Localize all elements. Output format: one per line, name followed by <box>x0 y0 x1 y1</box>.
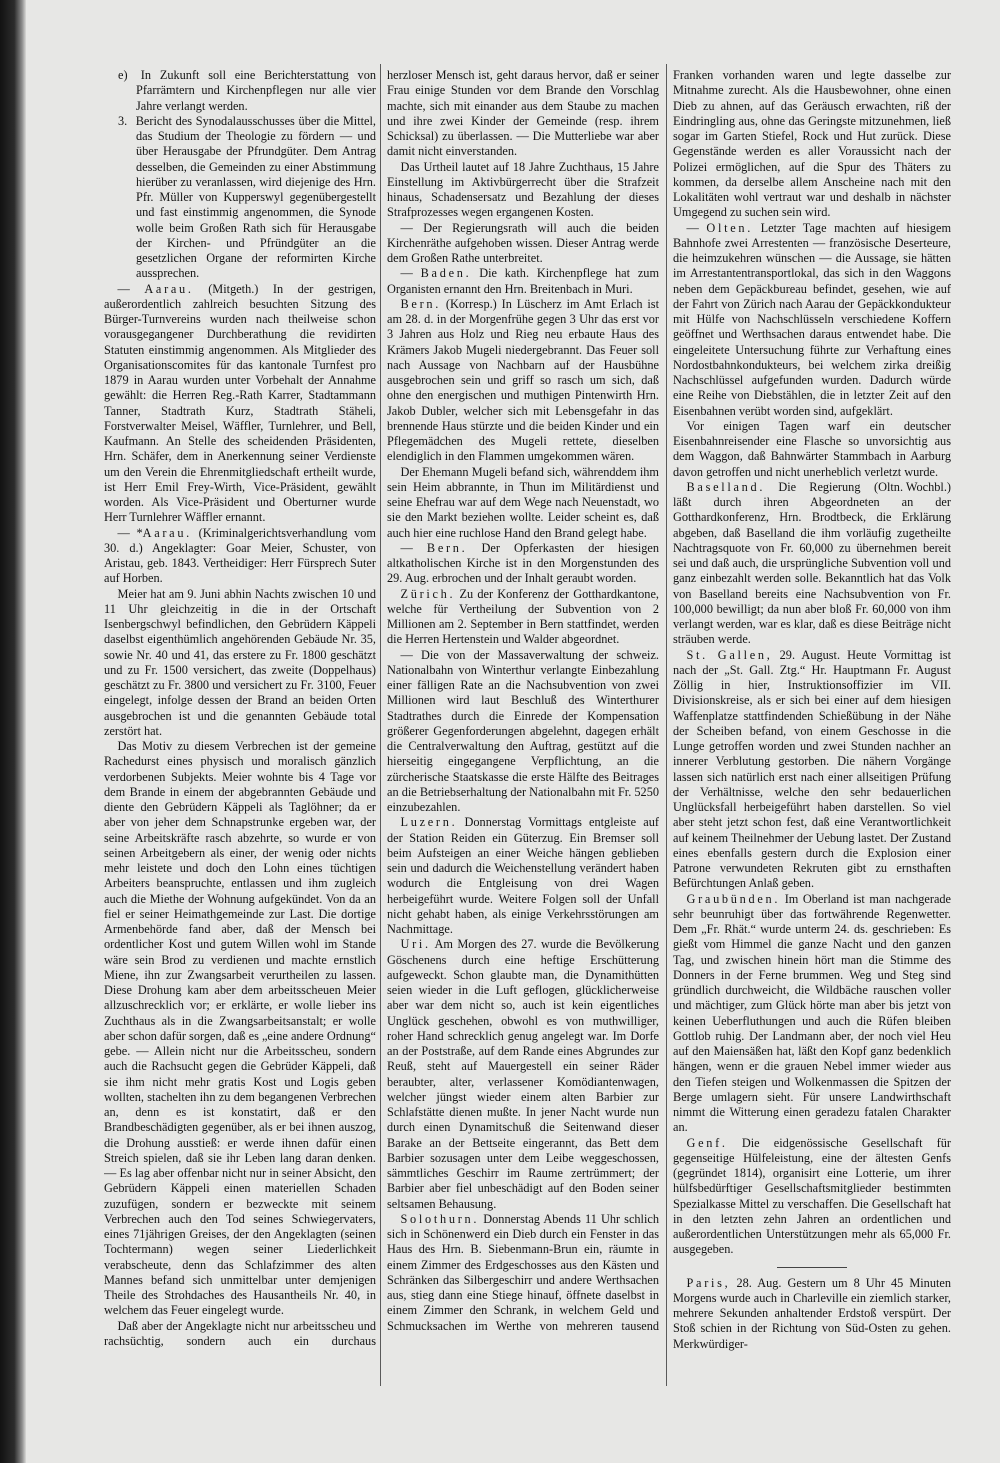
dateline: Luzern. <box>400 815 458 830</box>
paragraph-text: — Die von der Massaverwaltung der schweiz. Nationalbahn von Winterthur verlangte Einbezahlung einer fälligen Rate an die Nachsubvention von zwei Millionen wird laut Beschluß des Winterthurer Stadtrathes durch die Einrede der Kompensation größerer Gegenforderungen abgelehnt, dagegen erhält die Centralverwaltung den Auftrag, gestützt auf die hierseitig eingegangene Verpflichtung, an die zürcherische Staatskasse die erste Hälfte des Beitrages an die Betriebserhaltung der Nationalbahn mit Fr. 5250 einzubezahlen. <box>387 647 659 814</box>
paragraph-text: Der Ehemann Mugeli befand sich, währenddem ihm sein Heim abbrannte, in Thun im Militärdienst und seine Ehefrau war auf dem Wege nach Neuenstadt, wo sie den Markt beziehen wollte. Leider scheint es, daß auch hier eine ruchlose Hand den Brand gelegt habe. <box>387 464 659 540</box>
paragraph-text: Im Oberland ist man nachgerade sehr beunruhigt über das fortwährende Regenwetter. Dem „Fr. Rhät.“ wurde unterm 24. ds. geschrieben: Es gießt vom Himmel die ganze Nacht und den ganzen Tag, und zwischen hinein hört man die Stimme des Donners in der Ferne brummen. Weg und Steg sind gründlich durchweicht, die Wildbäche rauschen voller und mächtiger, zum Glück hörte man aber bis jetzt von keinen Ueberfluthungen und auch die Rüfen bleiben Gottlob ruhig. Der Landmann aber, der noch viel Heu auf den Maiensäßen hat, läßt den Kopf ganz bedenklich hängen, wenn er die grauen Nebel immer wieder aus den Tiefen steigen und Wolkenmassen die Spitzen der Berge umlagern sieht. Für unsere Landwirthschaft nimmt die Witterung einen geradezu fatalen Charakter an. <box>673 891 951 1135</box>
article-paragraph <box>104 1319 376 1350</box>
article-paragraph <box>387 465 659 541</box>
paragraph-text: Donnerstag Vormittags entgleiste auf der Station Reiden ein Güterzug. Ein Bremser soll beim Aufsteigen an einer Weiche hängen geblieben sein und dadurch die Weichenstellung verändert haben wodurch die Entgleisung von drei Wagen herbeigeführt wurde. Weitere Folgen soll der Unfall nicht gehabt haben, als einige Verkehrsstörungen am Nachmittage. <box>387 815 659 936</box>
section-rule <box>777 1267 847 1268</box>
article-paragraph <box>673 221 951 419</box>
paragraph-text: Die kath. Kirchenpflege hat zum Organisten ernannt den Hrn. Breitenbach in Muri. <box>387 266 659 296</box>
dateline: Aarau. <box>142 525 192 540</box>
paragraph-text: Das Motiv zu diesem Verbrechen ist der gemeine Rachedurst eines physisch und moralisch gänzlich verdorbenen Subjekts. Meier wohnte bis 4 Tage vor dem Brande in einem der abgebrannten Gebäude und diente den Gebrüdern Käppeli als Taglöhner; da er aber von jeher dem Schnapstrunke ergeben war, der seine Arbeitskräfte rasch abzehrte, so wurde er von seinen Arbeitgebern als einer, der wenig oder nichts mehr leistete und doch den Lohn eines tüchtigen Arbeiters beanspruchte, entlassen und ihm zugleich auch die Miethe der Wohnung aufgekündet. Von da an fiel er seiner Heimathgemeinde zur Last. Die dortige Armenbehörde fand aber, daß der Mensch bei ordentlicher Kost und gutem Willen wohl im Stande wäre sein Brod zu verdienen und machte ernstlich Miene, ihn zur Zwangsarbeit verurtheilen zu lassen. Diese Drohung kam aber dem arbeitsscheuen Meier allzuschrecklich vor; er erklärte, er wolle lieber ins Zuchthaus als in die Zwangsarbeitsanstalt; er wolle aber schon dafür sorgen, daß es „eine andere Ordnung“ gebe. — Allein nicht nur die Arbeitsscheu, sondern auch die Rachsucht gegen die Gebrüder Käppeli, daß sie ihm nicht mehr gratis Kost und Logis geben wollten, stachelten ihn zu dem begangenen Verbrechen an, denn es ist konstatirt, daß er den Brandbeschädigten gegenüber, als er bei ihnen auszog, die Drohung ausstieß: er werde ihnen dafür einen Streich spielen, daß sie ihr Leben lang daran denken. — Es lag aber offenbar nicht nur in seiner Absicht, den Gebrüdern Käppeli einen materiellen Schaden zuzufügen, sondern er bezweckte mit seinem Verbrechen auch den Tod seines Schwiegervaters, eines 71jährigen Greises, der den Angeklagten (seinen Tochtermann) wegen seiner Liederlichkeit verabscheute, denn das Schlafzimmer des alten Mannes befand sich unmittelbar unter demjenigen Theile des Strohdaches des Hausantheils Nr. 40, in welchem das Feuer eingelegt wurde. <box>104 739 376 1318</box>
scan-edge <box>0 0 26 1463</box>
article-paragraph <box>104 587 376 740</box>
article-paragraph <box>387 160 659 221</box>
dash-prefix: — <box>686 220 699 235</box>
dateline: Genf. <box>686 1135 728 1150</box>
paragraph-text: Der Opferkasten der hiesigen altkatholischen Kirche ist in den Morgenstunden des 29. Aug. erbrochen und der Inhalt geraubt worden. <box>387 540 659 586</box>
dash-prefix: — <box>400 266 413 281</box>
item-marker: e) <box>118 68 128 82</box>
article-paragraph <box>387 221 659 267</box>
paragraph-text: Vor einigen Tagen warf ein deutscher Eisenbahnreisender eine Flasche so unvorsichtig aus dem Waggon, daß Bahnwärter Stammbach in Aarburg davon getroffen und nicht unerheblich verletzt wurde. <box>673 418 951 479</box>
article-paragraph <box>104 526 376 587</box>
dateline: Bern. <box>400 296 442 311</box>
list-item <box>104 68 376 114</box>
dateline: Baselland. <box>686 479 766 494</box>
column-separator <box>380 64 381 1386</box>
article-paragraph <box>673 68 951 221</box>
article-paragraph <box>387 937 659 1212</box>
dateline: Baden. <box>420 266 472 281</box>
paragraph-text: herzloser Mensch ist, geht daraus hervor, daß er seiner Frau einige Stunden vor dem Brande den Vorschlag machte, sich mit einander aus dem Staube zu machen und ihre zwei Kinder der Gemeinde (resp. ihrem Schicksal) zu überlassen. — Die Mutterliebe war aber damit nicht einverstanden. <box>387 68 659 159</box>
source-credit: (Oltn. Wochbl.) <box>874 479 951 494</box>
paragraph-text: Die eidgenössische Gesellschaft für gegenseitige Hülfeleistung, eine der ältesten Genfs (gegründet 1814), organisirt eine Lotterie, um ihrer hülfsbedürftiger Gesellschaftsmitglieder bestimmten Spezialkasse Mittel zu verschaffen. Die Gesellschaft hat in den letzten zehn Jahren an ordentlichen und außerordentlichen Unterstützungen mehr als 65,000 Fr. ausgegeben. <box>673 1135 951 1257</box>
dateline: Bern. <box>426 540 468 555</box>
column-2 <box>387 68 659 1386</box>
paragraph-text: Letzter Tage machten auf hiesigem Bahnhofe zwei Arrestenten — französische Deserteure, die heimzukehren wünschen — die Aussage, sie hätten im Arrestantentransportlokal, das sich in den Waggons neben dem Gepäckbureau befindet, gesehen, wie auf der Fahrt von Zürich nach Aarau der Gepäckkondukteur mit Hülfe von Nachschlüsseln verschiedene Koffern geöffnet und Werthsachen daraus entwendet habe. Die eingeleitete Untersuchung führte zur Verhaftung eines Nordostbahnkondukteurs, bei welchem zirka dreißig Nachschlüssel aufgefunden wurden. Dadurch würde eine Reihe von Diebstählen, die in letzter Zeit auf den Eisenbahnen verübt worden sind, aufgeklärt. <box>673 220 951 418</box>
article-paragraph <box>387 541 659 587</box>
paragraph-text: — Der Regierungsrath will auch die beiden Kirchenräthe aufgehoben wissen. Dieser Antrag werde dem Großen Rathe unterbreitet. <box>387 220 659 265</box>
article-paragraph <box>387 815 659 937</box>
paragraph-text: Donnerstag Abends 11 Uhr schlich sich in Schönenwerd ein Dieb durch ein Fenster in das Haus des Hrn. B. Siebenmann-Brun ein, räumte in einem Zimmer des Erdgeschosses aus den Kästen und Schränken das Silbergeschirr und andere Werthsachen aus, stieg dann eine Stiege hinauf, öffnete daselbst in einem Zimmer den Schrank, in welchem Geld und Schmucksachen im Werthe von mehreren tausend <box>387 1211 659 1333</box>
article-paragraph <box>387 587 659 648</box>
article-paragraph <box>673 648 951 892</box>
paragraph-text: (Mitgeth.) In der gestrigen, außerordentlich zahlreich besuchten Sitzung des Bürger-Turnvereins wurden nach theilweise schon vorausgegangener Durchberathung die revidirten Statuten einstimmig angenommen. Als Mitglieder des Organisationscomites für das kantonale Turnfest pro 1879 in Aarau wurden unter Vorbehalt der Annahme gewählt: die Herren Reg.-Rath Karrer, Stadtammann Tanner, Stadtrath Kurz, Stadtrath Stäheli, Forstverwalter Meisel, Wäffler, Turnlehrer, und Bell, Kaufmann. An Stelle des scheidenden Präsidenten, Hrn. Schäfer, dem in Anerkennung seiner Verdienste um den Verein die Ehrenmitgliedschaft ertheilt wurde, ist Herr Emil Frey-Wirth, Vice-Präsident, gewählt worden. Als Vice-Präsident und Oberturner wurde Herr Turnlehrer Wäffler ernannt. <box>104 281 376 525</box>
paragraph-text: Das Urtheil lautet auf 18 Jahre Zuchthaus, 15 Jahre Einstellung im Aktivbürgerrecht über die Strafzeit hinaus, Schadensersatz und Bezahlung der dieses Strafprozesses wegen ergangenen Kosten. <box>387 159 659 220</box>
article-paragraph <box>104 282 376 526</box>
article-paragraph <box>673 1276 951 1352</box>
paragraph-text: 28. Aug. Gestern um 8 Uhr 45 Minuten Morgens wurde auch in Charleville ein ziemlich starker, mehrere Sekunden anhaltender Erdstoß verspürt. Der Stoß schien in der Richtung von Süd-Osten zu gehen. Merkwürdiger- <box>673 1275 951 1351</box>
article-paragraph <box>387 297 659 465</box>
article-paragraph <box>104 739 376 1319</box>
column-3 <box>673 68 951 1386</box>
paragraph-text: Franken vorhanden waren und legte dasselbe zur Mitnahme zurecht. Als die Hausbewohner, ohne einen Dieb zu ahnen, auf das Geräusch erwachten, riß der Eindringling aus, ohne das Geringste mitzunehmen, ließ sogar im Garten Stiefel, Rock und Hut zurück. Diese Gegenstände werden es aller Voraussicht nach der Polizei ermöglichen, auf die Spur des Thäters zu kommen, da derselbe allem Anscheine nach mit den Lokalitäten wohl vertraut war und deshalb in nächster Umgegend zu suchen sein wird. <box>673 68 951 220</box>
paragraph-text: Bericht des Synodalausschusses über die Mittel, das Studium der Theologie zu fördern — und über Herausgabe der Pfrundgüter. Dem Antrag desselben, die Gemeinden zu einer Abstimmung hierüber zu veranlassen, wird diejenige des Hrn. Pfr. Müller von Kupperswyl gegenübergestellt und fast einstimmig angenommen, die Synode wolle beim Großen Rath sich für Herausgabe der Kirchen- und Pfründgüter an die gesetzlichen Organe der reformirten Kirche aussprechen. <box>135 113 376 281</box>
dash-prefix: — <box>400 540 413 555</box>
article-paragraph <box>387 1212 659 1334</box>
article-paragraph <box>673 892 951 1136</box>
column-1 <box>104 68 376 1386</box>
dateline: Zürich. <box>400 586 456 601</box>
dateline: St. Gallen, <box>686 647 773 662</box>
paragraph-text: (Korresp.) In Lüscherz im Amt Erlach ist am 28. d. in der Morgenfrühe gegen 3 Uhr das erst vor 3 Jahren aus Holz und Rieg neu erbaute Haus des Krämers Jakob Mugeli niedergebrannt. Das Feuer soll nach Aussage von Nachbarn auf der Hausbühne ausgebrochen sein und griff so rasch um sich, daß ohne den energischen und muthigen Pintenwirth Hrn. Jakob Dubler, welcher sich mit Lebensgefahr in das brennende Haus stürzte und die beiden Kinder und ein Pflegemädchen des Mugeli rettete, dieselben elendiglich in den Flammen umgekommen wären. <box>387 296 659 464</box>
list-item <box>104 114 376 282</box>
dash-prefix: — <box>117 281 130 296</box>
dateline: Graubünden. <box>686 891 781 906</box>
article-paragraph <box>387 68 659 160</box>
paragraph-text: Zu der Konferenz der Gotthardkantone, welche für Vertheilung der Subvention von 2 Millionen am 2. September in Bern stattfindet, werden die Herren Hertenstein und Walder abgeordnet. <box>387 586 659 647</box>
paragraph-text: Am Morgen des 27. wurde die Bevölkerung Göschenens durch eine heftige Erschütterung aufgeweckt. Schon glaubte man, die Dynamithütten seien wieder in die Luft geflogen, glücklicherweise aber war dem nicht so, auch ist kein eigentliches Unglück geschehen, obwohl es von muthwilliger, roher Hand schrecklich genug angelegt war. Im Dorfe an der Poststraße, auf dem Rande eines Abgrundes zur Reuß, steht auf Mauergestell ein seiner Räder beraubter, alter, verlassener Komödiantenwagen, welcher jüngst wieder einem alten Barbier zur Schlafstätte dienen mußte. In jener Nacht wurde nun durch einen Dynamitschuß die Seitenwand dieser Barake an der Bettseite eingerannt, das Bett dem Barbier sozusagen unter dem Leibe weggeschossen, sämmtliches Geschirr im Raume zertrümmert; der Barbier aber fiel unbeschädigt auf den Boden seiner seltsamen Behausung. <box>387 937 659 1211</box>
paragraph-text: (Kriminalgerichtsverhandlung vom 30. d.) Angeklagter: Goar Meier, Schuster, von Aristau, geb. 1843. Vertheidiger: Herr Fürsprech Suter auf Horben. <box>104 525 376 586</box>
paragraph-text: In Zukunft soll eine Berichterstattung von Pfarrämtern und Kirchenpflegen nur alle vier Jahre verlangt werden. <box>136 68 376 113</box>
article-paragraph <box>673 480 951 648</box>
paragraph-text: Meier hat am 9. Juni abhin Nachts zwischen 10 und 11 Uhr gleichzeitig in die in der Ortschaft Isenbergschwyl befindlichen, den Gebrüdern Käppeli daselbst eigenthümlich angehörenden Gebäude Nr. 35, sowie Nr. 40 und 41, das erstere zu Fr. 1800 geschätzt und zu Fr. 1500 versichert, das zweite (Doppelhaus) geschätzt zu Fr. 3800 und versichert zu Fr. 3100, Feuer eingelegt, infolge dessen der Brand an beiden Orten ausgebrochen ist und die genannten Gebäude total zerstört hat. <box>104 586 376 738</box>
article-paragraph <box>387 648 659 816</box>
paragraph-text: Daß aber der Angeklagte nicht nur arbeitsscheu und rachsüchtig, sondern auch ein durchaus <box>104 1318 376 1348</box>
column-separator <box>666 64 667 1386</box>
paragraph-text: 29. August. Heute Vormittag ist nach der „St. Gall. Ztg.“ Hr. Hauptmann Fr. August Zöllig in hier, Instruktionsoffizier im VII. Divisionskreise, als er sich bei einer auf dem hiesigen Waffenplatze stattfindenden Schießübung in der Nähe der Scheiben befand, von einem Geschosse in die Lunge getroffen worden und zwei Stunden nachher an innerer Verblutung gestorben. Die nähern Vorgänge lassen sich natürlich erst nach einer allseitigen Prüfung der Verhältnisse, welche den sehr bedauerlichen Unglücksfall herbeigeführt haben darstellen. So viel aber steht jetzt schon fest, daß eine Verantwortlichkeit auf keinem Theilnehmer der Uebung lastet. Der Zustand eines ebenfalls gestern durch die Explosion einer Patrone verwundeten Rekruten gibt zu ernsthaften Befürchtungen Anlaß geben. <box>673 647 951 891</box>
article-paragraph <box>673 1136 951 1258</box>
item-marker: 3. <box>118 113 128 128</box>
dateline: Uri. <box>400 937 431 952</box>
dateline: Paris, <box>686 1275 731 1290</box>
dateline: Solothurn. <box>400 1211 480 1226</box>
dash-prefix: — * <box>117 525 143 540</box>
dateline: Aarau. <box>144 281 194 296</box>
dateline: Olten. <box>706 220 754 235</box>
paragraph-text: Die Regierung läßt durch ihren Abgeordneten an der Gotthardkonferenz, Hrn. Brodtbeck, die Erklärung abgeben, daß Baselland die ihm vorläufig zugetheilte Nachtragsquote von Fr. 60,000 zu übernehmen bereit sei und daß auch, die ursprüngliche Subvention voll und ganz einbezahlt werden solle. Bekanntlich hat das Volk von Baselland bereits eine Nachsubvention von Fr. 100,000 bewilligt; da nun aber bloß Fr. 60,000 von ihm verlangt werden, war es klar, daß es diese Beiträge nicht sträuben werde. <box>673 479 951 647</box>
article-paragraph <box>387 266 659 297</box>
